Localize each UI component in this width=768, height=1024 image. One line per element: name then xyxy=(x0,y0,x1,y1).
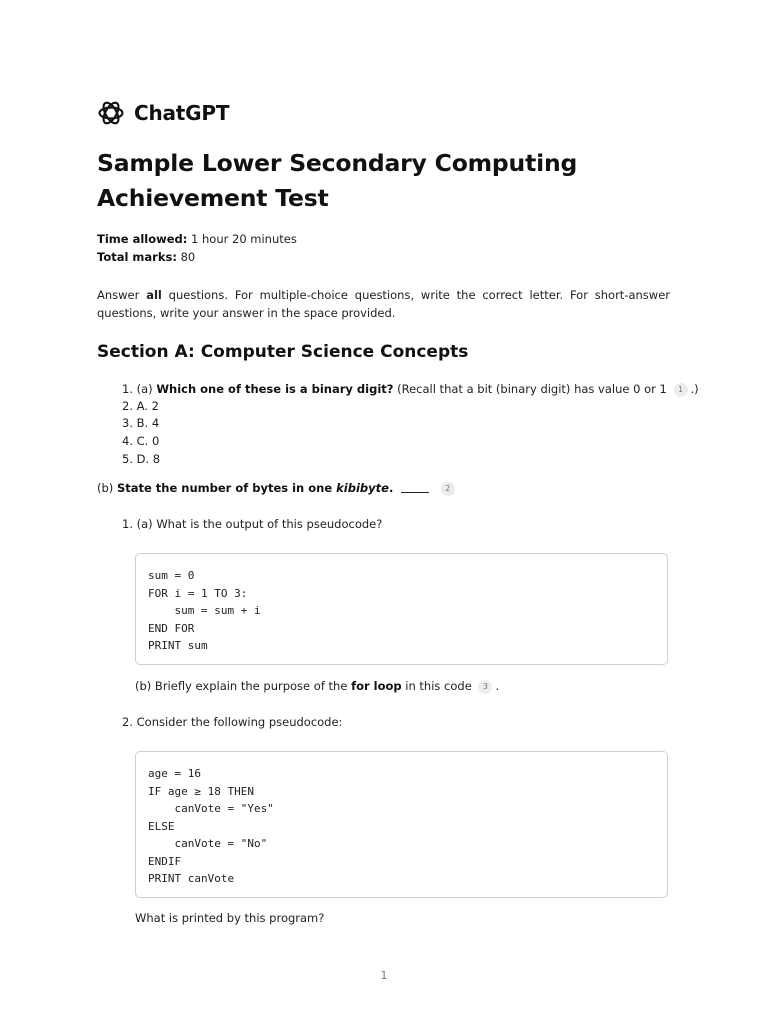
option-text: A. 2 xyxy=(136,399,159,413)
question-2b-text-end: in this code xyxy=(401,679,472,693)
instructions xyxy=(97,287,670,322)
question-3-number: 2. xyxy=(122,715,133,729)
option-list-item xyxy=(122,415,159,432)
time-allowed-value: 1 hour 20 minutes xyxy=(187,232,297,246)
option-list-item xyxy=(122,433,159,450)
time-allowed xyxy=(97,231,297,248)
question-1a-note: (Recall that a bit (binary digit) has value 0 or 1 xyxy=(393,382,667,396)
page-title: Sample Lower Secondary Computing Achievement Test xyxy=(97,149,578,212)
question-1b-text xyxy=(117,481,393,495)
question-1a-number: 1. xyxy=(122,382,133,396)
total-marks-value: 80 xyxy=(176,250,196,264)
brand-header xyxy=(97,99,229,127)
code-block-content: sum = 0 FOR i = 1 TO 3: sum = sum + i END FOR PRINT sum xyxy=(148,569,261,652)
option-text: D. 8 xyxy=(136,452,161,466)
question-2b-period: . xyxy=(495,679,500,693)
option-list-item xyxy=(122,451,160,468)
answer-blank xyxy=(401,492,429,493)
code-block xyxy=(135,553,668,665)
instructions-emphasis: all xyxy=(146,288,162,302)
question-3-followup: What is printed by this program? xyxy=(135,911,325,925)
question-2a-text: (a) What is the output of this pseudocode? xyxy=(136,517,383,531)
openai-logo-icon xyxy=(97,99,125,127)
page-number: 1 xyxy=(380,969,388,982)
time-allowed-label: Time allowed: xyxy=(97,232,188,246)
code-block-content: age = 16 IF age ≥ 18 THEN canVote = "Yes" ELSE canVote = "No" ENDIF PRINT canVote xyxy=(148,767,274,885)
question-1b-prefix: (b) xyxy=(97,481,117,495)
option-number: 4. xyxy=(122,434,133,448)
option-list-item xyxy=(122,398,159,415)
option-number: 3. xyxy=(122,416,133,430)
citation-badge[interactable]: 1 xyxy=(674,383,688,397)
question-3 xyxy=(122,714,342,731)
option-text: B. 4 xyxy=(136,416,160,430)
section-a-heading: Section A: Computer Science Concepts xyxy=(97,342,469,362)
option-number: 2. xyxy=(122,399,133,413)
question-1b-start: State the number of bytes in one xyxy=(116,481,337,495)
question-2b xyxy=(135,678,499,695)
question-1a-prefix: (a) xyxy=(136,382,157,396)
code-block xyxy=(135,751,668,898)
question-1b-end: . xyxy=(388,481,394,495)
question-2b-keyword: for loop xyxy=(351,679,402,693)
citation-badge[interactable]: 3 xyxy=(478,680,492,694)
question-2a xyxy=(122,516,382,533)
question-1a-note-end: .) xyxy=(690,382,699,396)
instructions-start: Answer xyxy=(97,288,147,302)
question-3-text: Consider the following pseudocode: xyxy=(136,715,343,729)
question-1b-term: kibibyte xyxy=(336,481,389,495)
question-1a-text: Which one of these is a binary digit? xyxy=(156,382,394,396)
citation-badge[interactable]: 2 xyxy=(441,482,455,496)
question-1b xyxy=(97,480,458,497)
question-2a-number: 1. xyxy=(122,517,133,531)
option-number: 5. xyxy=(122,452,133,466)
brand-name: ChatGPT xyxy=(134,101,230,125)
question-1a xyxy=(122,381,699,398)
instructions-end: questions. For multiple-choice questions, write the correct letter. For short-answer questions, write your answer in the space provided. xyxy=(97,288,670,320)
option-text: C. 0 xyxy=(136,434,160,448)
total-marks-label: Total marks: xyxy=(97,250,177,264)
total-marks xyxy=(97,249,195,266)
question-2b-text: (b) Briefly explain the purpose of the xyxy=(135,679,352,693)
